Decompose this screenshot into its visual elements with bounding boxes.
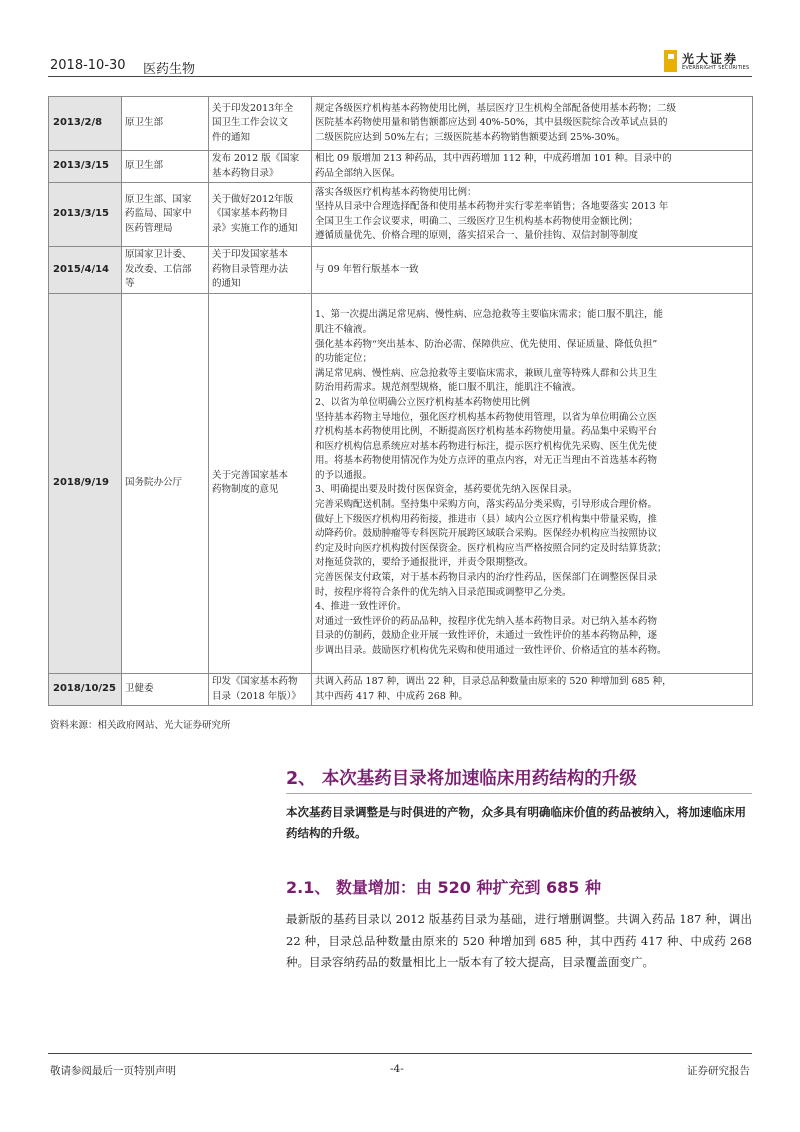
report-date: 2018-10-30: [50, 58, 126, 73]
table-row: [49, 247, 753, 294]
date-cell: 2013/3/15: [49, 151, 122, 183]
body-paragraph: 最新版的基药目录以 2012 版基药目录为基础，进行增删调整。共调入药品 187 种，调出 22 种，目录总品种数量由原来的 520 种增加到 685 种，其中西药 417 种、中成药 268 种。目录容纳药品的数量相比上一版本有了较大提高，目录覆盖面变广。: [286, 912, 752, 969]
content-cell-line: 对通过一致性评价的药品品种，按程序优先纳入基本药物目录。对已纳入基本药物: [315, 615, 658, 627]
table-row: [49, 183, 753, 247]
footer-report-type: 证券研究报告: [687, 1065, 750, 1077]
content-cell-line: 规定各级医疗机构基本药物使用比例，基层医疗卫生机构全部配备使用基本药物；二级: [315, 102, 677, 114]
footer-divider: [48, 1053, 752, 1054]
logo-en-text: EVERBRIGHT SECURITIES: [682, 65, 750, 71]
document-cell-line: 关于完善国家基本: [212, 469, 289, 481]
content-cell-line: 完善采购配送机制。坚持集中采购方向，落实药品分类采购，引导形成合理价格。: [315, 499, 658, 511]
document-cell-line: 印发《国家基本药物: [212, 675, 298, 687]
logo-cn-text: 光大证券: [682, 52, 739, 66]
document-cell: [209, 151, 312, 183]
content-cell-line: 2、以省为单位明确公立医疗机构基本药物使用比例: [315, 396, 531, 408]
org-cell-line: 国务院办公厅: [125, 477, 183, 489]
logo-mark-icon: [664, 50, 677, 72]
section-divider: [286, 793, 752, 794]
content-cell-line: 1、第一次提出满足常见病、慢性病、应急抢救等主要临床需求；能口服不肌注，能: [315, 309, 664, 321]
document-cell: [209, 293, 312, 673]
content-cell-line: 强化基本药物“突出基本、防治必需、保障供应、优先使用、保证质量、降低负担”: [315, 338, 658, 350]
content-cell-line: 坚持从目录中合理选择配备和使用基本药物并实行零差率销售；各地要落实 2013 年: [315, 201, 669, 213]
content-cell-line: 医院基本药物使用量和销售额都应达到 40%-50%，其中县级医院综合改革试点县的: [315, 117, 668, 129]
content-cell-line: 落实各级医疗机构基本药物使用比例：: [315, 186, 477, 198]
org-cell-line: 药监局、国家中: [125, 208, 192, 220]
content-cell-line: 对拖延贷款的，要给予通报批评，并责令限期整改。: [315, 557, 534, 569]
document-cell-line: 基本药物目录》: [212, 167, 279, 179]
content-cell-line: 动降药价。鼓励肿瘤等专科医院开展跨区域联合采购。医保经办机构应当按照协议: [315, 528, 658, 540]
content-cell-line: 防治用药需求。规范剂型规格，能口服不肌注，能肌注不输液。: [315, 382, 582, 394]
section-heading: 2、 本次基药目录将加速临床用药结构的升级: [286, 769, 637, 789]
document-cell-line: 国卫生工作会议文: [212, 117, 289, 129]
content-cell-line: 4、推进一致性评价。: [315, 601, 407, 613]
document-cell-line: 目录（2018 年版）》: [212, 690, 301, 702]
org-cell-line: 卫健委: [125, 683, 154, 695]
content-cell-line: 的功能定位；: [315, 353, 373, 365]
content-cell-line: 与 09 年暂行版基本一致: [315, 263, 419, 275]
document-cell-line: 关于印发国家基本: [212, 249, 289, 261]
content-cell: [312, 247, 753, 294]
content-cell-line: 二级医院应达到 50%左右；三级医院基本药物销售额要达到 25%-30%。: [315, 131, 626, 143]
table-row: [49, 673, 753, 705]
content-cell: [312, 183, 753, 247]
content-cell-line: 做好上下级医疗机构用药衔接，推进市（县）域内公立医疗机构集中带量采购，推: [315, 513, 658, 525]
date-cell: 2018/9/19: [49, 293, 122, 673]
document-cell-line: 关于做好2012年版: [212, 193, 294, 205]
content-cell-line: 完善医保支付政策，对于基本药物目录内的治疗性药品，医保部门在调整医保目录: [315, 572, 658, 584]
org-cell-line: 原卫生部: [125, 117, 164, 129]
content-cell-line: 目录的仿制药，鼓励企业开展一致性评价，未通过一致性评价的基本药物品种，逐: [315, 630, 658, 642]
content-cell-line: 满足常见病、慢性病、应急抢救等主要临床需求，兼顾儿童等特殊人群和公共卫生: [315, 367, 658, 379]
org-cell-line: 原卫生部: [125, 160, 164, 172]
document-cell: [209, 97, 312, 151]
content-cell: [312, 673, 753, 705]
date-cell: 2013/2/8: [49, 97, 122, 151]
subsection-heading: 2.1、 数量增加：由 520 种扩充到 685 种: [286, 878, 601, 897]
table-row: [49, 151, 753, 183]
content-cell-line: 肌注不输液。: [315, 323, 373, 335]
org-cell-line: 原卫生部、国家: [125, 193, 192, 205]
content-cell: [312, 151, 753, 183]
table-row: [49, 97, 753, 151]
content-cell-line: 全国卫生工作会议要求，明确二、三级医疗卫生机构基本药物使用金额比例；: [315, 215, 639, 227]
org-cell: [122, 97, 209, 151]
org-cell-line: 发改委、工信部: [125, 263, 192, 275]
content-cell-line: 相比 09 版增加 213 种药品，其中西药增加 112 种，中成药增加 101 种。目录中的: [315, 153, 672, 164]
content-cell-line: 用。将基本药物使用情况作为处方点评的重点内容，对无正当理由不首选基本药物: [315, 455, 658, 467]
content-cell-line: 约定及时向医疗机构拨付医保资金。医疗机构应当严格按照合同约定及时结算货款；: [315, 542, 667, 554]
page-number: -4-: [390, 1063, 404, 1075]
document-cell-line: 药物目录管理办法: [212, 263, 289, 275]
date-cell: 2015/4/14: [49, 247, 122, 294]
section-lead: 本次基药目录调整是与时俱进的产物，众多具有明确临床价值的药品被纳入，将加速临床用药结构的升级。: [286, 805, 746, 840]
document-cell: [209, 183, 312, 247]
content-cell-line: 共调入药品 187 种，调出 22 种，目录总品种数量由原来的 520 种增加到 685 种，: [315, 675, 672, 687]
content-cell-line: 时，按程序将符合条件的优先纳入目录范围或调整甲乙分类。: [315, 586, 572, 598]
content-cell-line: 的予以通报。: [315, 469, 373, 481]
org-cell: [122, 247, 209, 294]
company-logo: [664, 50, 754, 74]
org-cell-line: 医药管理局: [125, 222, 173, 234]
content-cell-line: 步调出目录。鼓励医疗机构优先采购和使用通过一致性评价、价格适宜的基本药物。: [315, 645, 667, 656]
table-row: [49, 293, 753, 673]
content-cell-line: 疗机构基本药物使用比例，不断提高医疗机构基本药物使用量。药品集中采购平台: [315, 426, 658, 438]
document-cell-line: 件的通知: [212, 131, 251, 143]
org-cell-line: 等: [125, 278, 135, 290]
content-cell-line: 和医疗机构信息系统应对基本药物进行标注，提示医疗机构优先采购、医生优先使: [315, 440, 658, 452]
footer-disclaimer: 敬请参阅最后一页特别声明: [50, 1065, 176, 1077]
content-cell-line: 3、明确提出要及时拨付医保资金，基药要优先纳入医保目录。: [315, 484, 578, 496]
org-cell: [122, 673, 209, 705]
document-cell-line: 药物制度的意见: [212, 484, 279, 496]
content-cell: [312, 97, 753, 151]
org-cell: [122, 151, 209, 183]
table-source: 资料来源：相关政府网站、光大证券研究所: [50, 720, 231, 731]
content-cell-line: 遵循质量优先、价格合理的原则，落实招采合一、量价挂钩、双信封制等制度: [315, 230, 639, 242]
document-cell: [209, 247, 312, 294]
policy-table: [48, 96, 753, 706]
document-cell-line: 《国家基本药物目: [212, 208, 289, 220]
org-cell: [122, 183, 209, 247]
content-cell-line: 药品全部纳入医保。: [315, 167, 401, 179]
date-cell: 2013/3/15: [49, 183, 122, 247]
document-cell-line: 录》实施工作的通知: [212, 222, 298, 234]
document-cell-line: 关于印发2013年全: [212, 102, 294, 114]
content-cell-line: 坚持基本药物主导地位，强化医疗机构基本药物使用管理，以省为单位明确公立医: [315, 411, 658, 423]
content-cell: [312, 293, 753, 673]
org-cell-line: 原国家卫计委、: [125, 249, 192, 261]
header-divider: [48, 76, 752, 77]
org-cell: [122, 293, 209, 673]
date-cell: 2018/10/25: [49, 673, 122, 705]
document-cell-line: 发布 2012 版《国家: [212, 153, 300, 164]
report-sector: 医药生物: [143, 62, 196, 77]
document-cell: [209, 673, 312, 705]
content-cell-line: 其中西药 417 种、中成药 268 种。: [315, 690, 468, 702]
document-cell-line: 的通知: [212, 278, 241, 290]
